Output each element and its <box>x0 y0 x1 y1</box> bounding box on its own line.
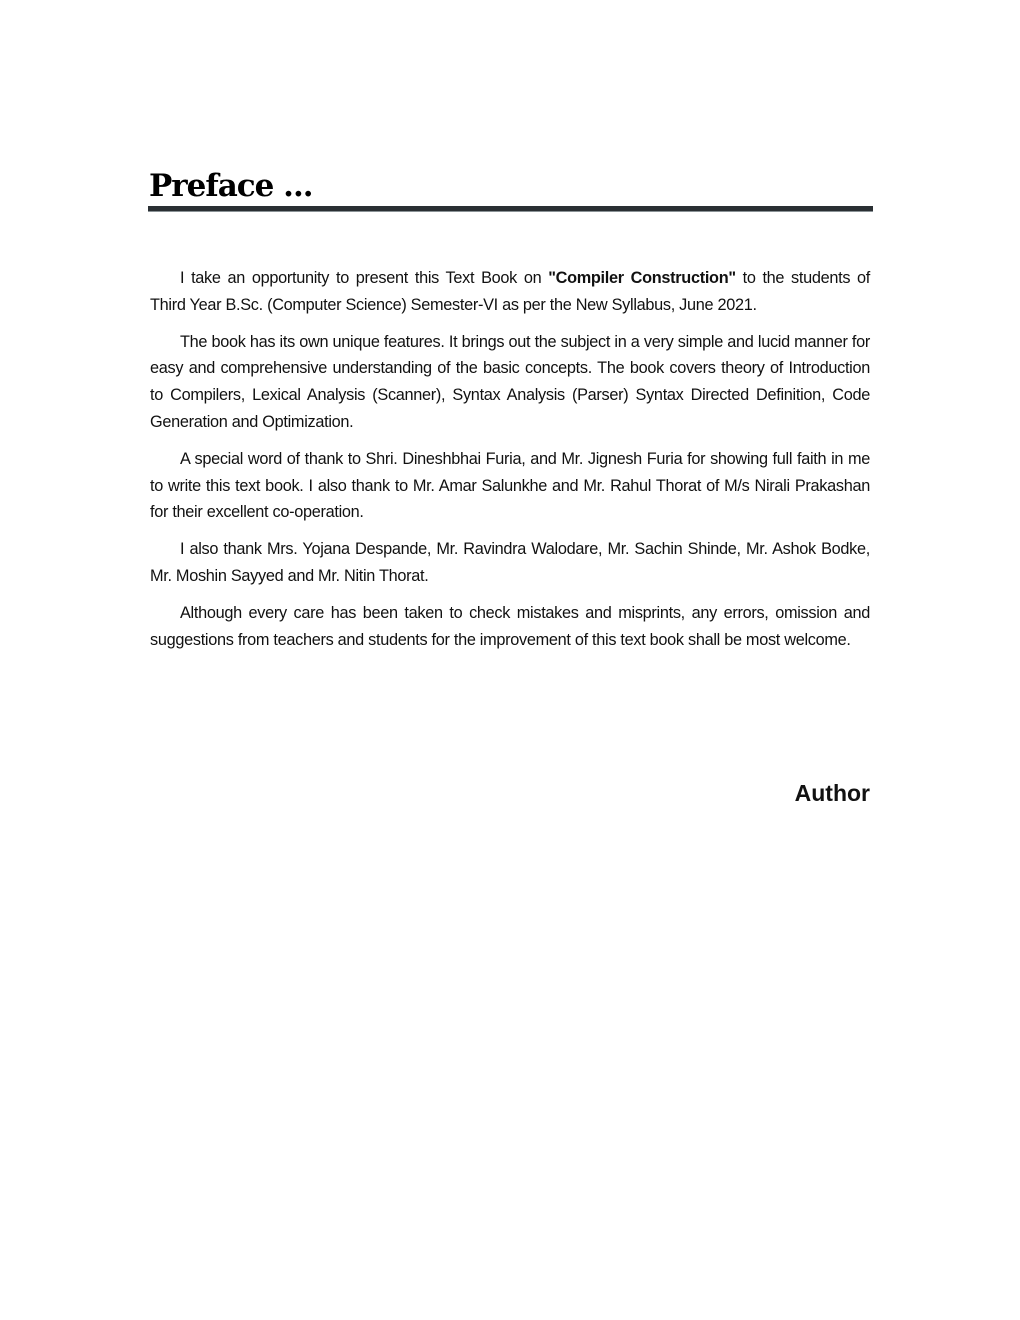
preface-body <box>150 265 870 663</box>
paragraph-errata: Although every care has been taken to check mistakes and misprints, any errors, omission and suggestions from teachers and students for the improvement of this text book shall be most welcome. <box>150 603 870 649</box>
title-underline-divider <box>148 206 873 212</box>
intro-text-end: to the students of Third Year B.Sc. (Computer Science) Semester-VI as per the New Syllabus, June 2021. <box>150 269 871 314</box>
author-signature: Author <box>794 780 870 806</box>
page-title: Preface ... <box>149 168 313 204</box>
paragraph-thanks-publisher: A special word of thank to Shri. Dineshbhai Furia, and Mr. Jignesh Furia for showing full faith in me to write this text book. I also thank to Mr. Amar Salunkhe and Mr. Rahul Thorat of M/s Nirali Prakashan for their excellent co-operation. <box>150 449 870 522</box>
intro-text-start: I take an opportunity to present this Text Book on <box>180 269 549 287</box>
paragraph-intro <box>150 265 870 319</box>
paragraph-features: The book has its own unique features. It brings out the subject in a very simple and lucid manner for easy and comprehensive understanding of the basic concepts. The book covers theory of Introduction to Compilers, Lexical Analysis (Scanner), Syntax Analysis (Parser) Syntax Directed Definition, Code Generation and Optimization. <box>150 332 870 431</box>
book-title-emphasis: "Compiler Construction" <box>548 269 736 287</box>
paragraph-thanks-others: I also thank Mrs. Yojana Despande, Mr. Ravindra Walodare, Mr. Sachin Shinde, Mr. Ashok Bodke, Mr. Moshin Sayyed and Mr. Nitin Thorat. <box>150 540 870 585</box>
